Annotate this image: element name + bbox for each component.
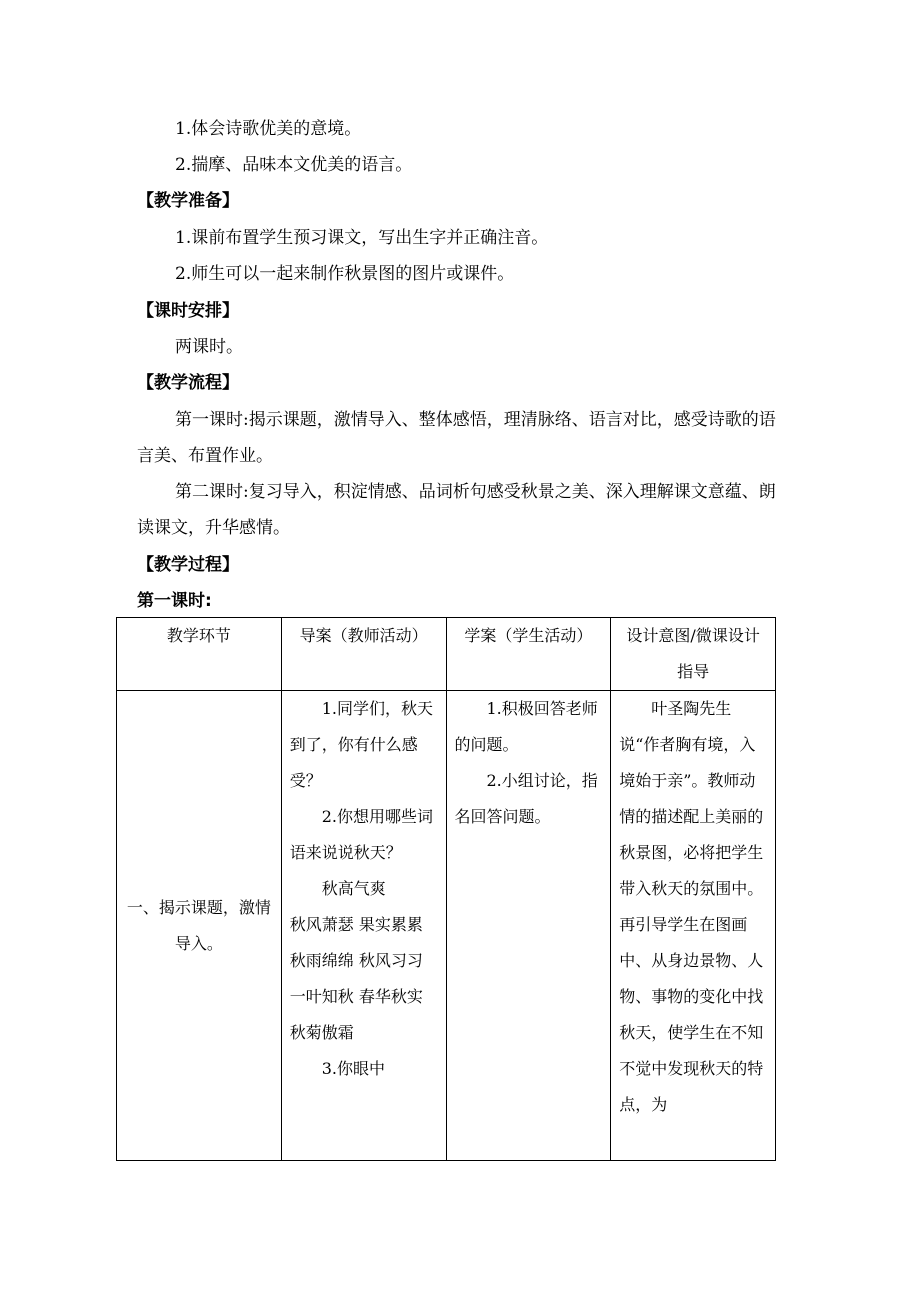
prep-item-1: 1.课前布置学生预习课文，写出生字并正确注音。 (175, 228, 549, 248)
goal-1: 1.体会诗歌优美的意境。 (175, 119, 362, 139)
teacher-item-3: 秋高气爽 (321, 879, 386, 898)
teacher-item-5: 3.你眼中 (321, 1059, 386, 1078)
header-stage: 教学环节 (117, 618, 282, 691)
goal-2: 2.揣摩、品味本文优美的语言。 (175, 155, 413, 175)
table-row (117, 691, 776, 1161)
teacher-item-4: 秋风萧瑟 果实累累 秋雨绵绵 秋风习习 一叶知秋 春华秋实 秋菊傲霜 (289, 915, 423, 1042)
stage-text: 一、揭示课题，激情导入。 (126, 897, 271, 953)
schedule-text: 两课时。 (175, 337, 243, 357)
header-student: 学案（学生活动） (446, 618, 611, 691)
teacher-item-1: 1.同学们，秋天到了，你有什么感受？ (289, 699, 434, 790)
section-title-schedule: 【课时安排】 (137, 301, 239, 321)
lesson-plan-table (116, 617, 776, 1161)
section-title-flow: 【教学流程】 (137, 373, 239, 393)
cell-teacher (281, 691, 446, 1161)
teacher-item-2: 2.你想用哪些词语来说说秋天？ (289, 807, 434, 862)
prep-item-2: 2.师生可以一起来制作秋景图的图片或课件。 (175, 264, 515, 284)
cell-student (446, 691, 611, 1161)
header-teacher: 导案（教师活动） (281, 618, 446, 691)
lesson-1-label: 第一课时: (137, 591, 212, 611)
student-item-2: 2.小组讨论，指名回答问题。 (454, 771, 598, 826)
table-header-row (117, 618, 776, 691)
section-title-prep: 【教学准备】 (137, 191, 239, 211)
flow-paragraph-1: 第一课时:揭示课题，激情导入、整体感悟，理清脉络、语言对比，感受诗歌的语言美、布置作业。 (137, 410, 776, 466)
cell-stage (117, 691, 282, 1161)
student-item-1: 1.积极回答老师的问题。 (454, 699, 598, 754)
cell-design (611, 691, 776, 1161)
design-text: 叶圣陶先生说“作者胸有境，入境始于亲”。教师动情的描述配上美丽的秋景图，必将把学生带入秋天的氛围中。再引导学生在图画中、从身边景物、人物、事物的变化中找秋天，使学生在不知不觉中发现秋天的特点，为 (619, 699, 764, 1114)
header-design: 设计意图/微课设计指导 (611, 618, 776, 691)
section-title-process: 【教学过程】 (137, 555, 239, 575)
flow-paragraph-2: 第二课时:复习导入，积淀情感、品词析句感受秋景之美、深入理解课文意蕴、朗读课文，升华感情。 (137, 482, 776, 538)
